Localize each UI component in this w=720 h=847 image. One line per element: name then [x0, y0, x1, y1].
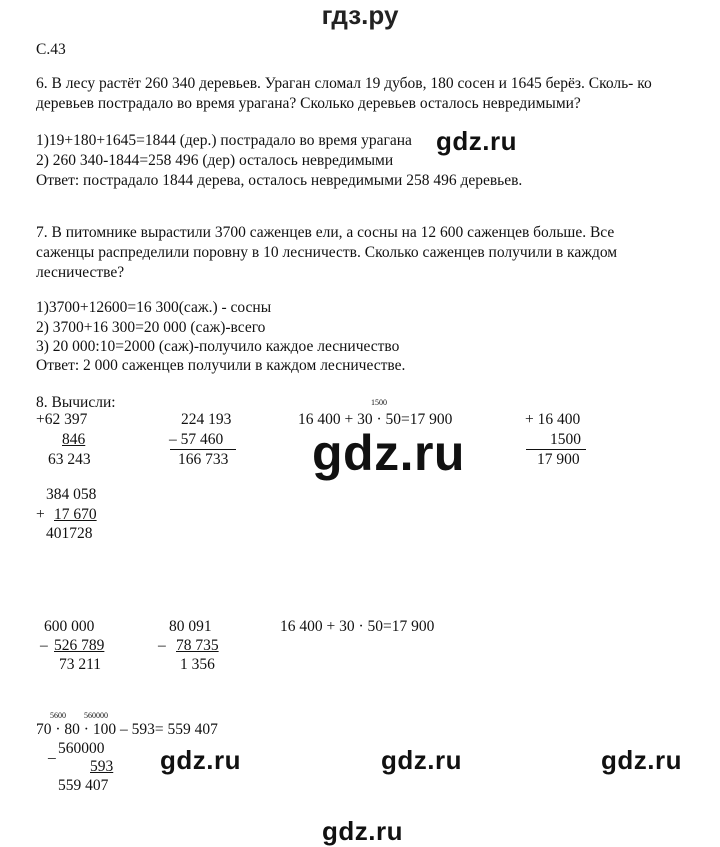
task7-step2: 2) 3700+16 300=20 000 (саж)-всего: [36, 319, 266, 336]
task7-step3: 3) 20 000:10=2000 (саж)-получило каждое лесничество: [36, 338, 400, 355]
col-add2-operand-b: 1500: [550, 431, 581, 448]
task6-step1: 1)19+180+1645=1844 (дер.) пострадало во время урагана: [36, 132, 412, 149]
col-add2-result: 17 900: [537, 451, 580, 468]
watermark: gdz.ru: [601, 745, 682, 775]
expr3: 70 · 80 · 100 – 593= 559 407: [36, 721, 218, 738]
watermark: gdz.ru: [160, 745, 241, 775]
col-sub3-operand-b: 78 735: [176, 637, 219, 654]
task7-text-line3: лесничестве?: [36, 264, 125, 281]
watermark: gdz.ru: [436, 126, 517, 156]
col-sub3-result: 1 356: [180, 656, 215, 673]
task7-answer: Ответ: 2 000 саженцев получили в каждом лесничестве.: [36, 357, 406, 374]
expr2: 16 400 + 30 · 50=17 900: [280, 618, 435, 635]
watermark: gdz.ru: [322, 816, 403, 846]
task6-text-line1: 6. В лесу растёт 260 340 деревьев. Ураган сломал 19 дубов, 180 сосен и 1645 берёз. Сколь- ко: [36, 75, 652, 92]
col-sub2-operand-a: 600 000: [44, 618, 95, 635]
expr3-note1: 5600: [50, 711, 66, 720]
col-sub4-result: 559 407: [58, 777, 109, 794]
task6-answer: Ответ: пострадало 1844 дерева, осталось невредимыми 258 496 деревьев.: [36, 172, 523, 189]
col-add3-operand-a: 384 058: [46, 486, 97, 503]
col-sub4-sign: _: [48, 744, 56, 761]
expr1: 16 400 + 30 · 50=17 900: [298, 411, 453, 428]
col-sub4-operand-a: 560000: [58, 740, 105, 757]
task8-heading: 8. Вычисли:: [36, 394, 116, 411]
col-sub1-operand-b: – 57 460: [169, 431, 224, 448]
expr3-note2: 560000: [84, 711, 108, 720]
col-sub1-result: 166 733: [178, 451, 229, 468]
expr1-note: 1500: [371, 398, 387, 407]
col-sub4-operand-b: 593: [90, 758, 114, 775]
task6-text-line2: деревьев пострадало во время урагана? Сколько деревьев осталось невредимыми?: [36, 95, 581, 112]
task7-step1: 1)3700+12600=16 300(саж.) - сосны: [36, 299, 272, 316]
site-title: гдз.ру: [321, 0, 399, 30]
task6-step2: 2) 260 340-1844=258 496 (дер) осталось невредимыми: [36, 152, 394, 169]
col-sub2-sign: –: [40, 637, 48, 654]
col-add1-operand-b: 846: [62, 431, 86, 448]
col-add3-operand-b: 17 670: [54, 506, 97, 523]
page-label: С.43: [36, 41, 66, 58]
col-sub3-operand-a: 80 091: [169, 618, 212, 635]
col-sub2-result: 73 211: [59, 656, 102, 673]
col-add1-result: 63 243: [48, 451, 91, 468]
col-add3-sign: +: [36, 506, 45, 523]
watermark: gdz.ru: [312, 425, 465, 481]
col-add2-operand-a: + 16 400: [525, 411, 581, 428]
col-add3-result: 401728: [46, 525, 93, 542]
col-sub1-operand-a: 224 193: [181, 411, 232, 428]
col-sub3-sign: –: [158, 637, 166, 654]
col-add1-operand-a: +62 397: [36, 411, 88, 428]
task7-text-line1: 7. В питомнике вырастили 3700 саженцев ели, а сосны на 12 600 саженцев больше. Все: [36, 224, 615, 241]
col-sub2-operand-b: 526 789: [54, 637, 105, 654]
task7-text-line2: саженцы распределили поровну в 10 лесничеств. Сколько саженцев получили в каждом: [36, 244, 618, 261]
watermark: gdz.ru: [381, 745, 462, 775]
